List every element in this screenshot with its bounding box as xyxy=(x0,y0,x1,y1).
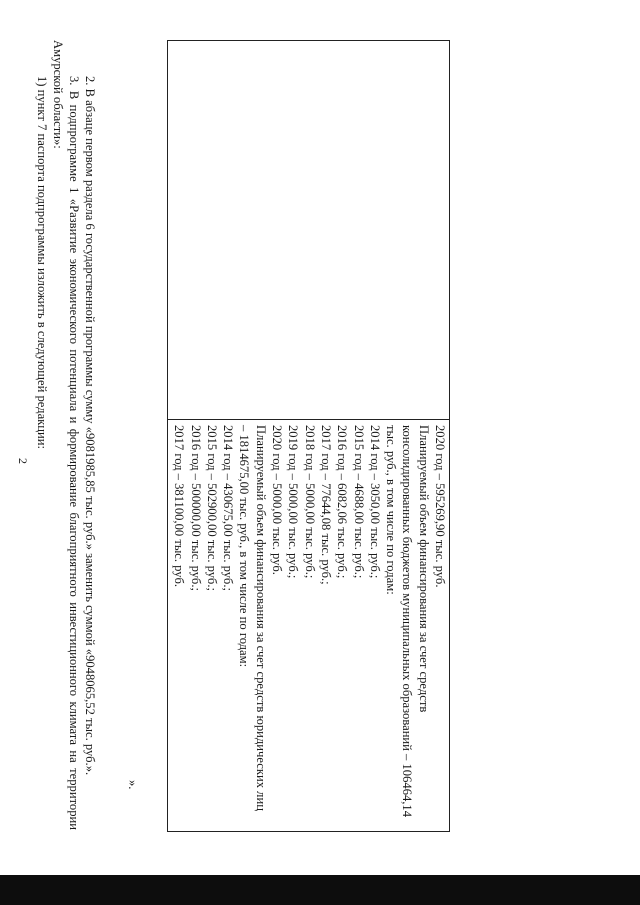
table-left-column xyxy=(168,41,449,420)
closing-quote: ». xyxy=(126,780,140,790)
table-line: Планируемый объем финансирования за счет средств xyxy=(416,425,431,713)
paragraph-2: 2. В абзаце первом раздела 6 государственной программы сумму «9081985,85 тыс. руб.» заменить суммой «9048065,52 тыс. руб.». xyxy=(83,76,97,776)
table-line: 2014 год – 3050,00 тыс. руб.; xyxy=(367,425,382,579)
table-line: тыс. руб., в том числе по годам: xyxy=(384,425,399,595)
table-line: 2014 год – 430675,00 тыс. руб.; xyxy=(221,425,236,591)
table-line: 2016 год – 6082,06 тыс. руб.; xyxy=(335,425,350,579)
scan-edge-band xyxy=(0,875,640,905)
table-line: 2020 год – 595269,90 тыс. руб. xyxy=(433,425,447,588)
rotated-page-content xyxy=(35,40,450,830)
paragraph-3-item-1: 1) пункт 7 паспорта подпрограммы изложить в следующей редакции: xyxy=(35,76,49,450)
table-line: 2019 год – 5000,00 тыс. руб.; xyxy=(286,425,301,579)
table-right-column xyxy=(168,420,449,831)
table-line: – 1814675,00 тыс. руб., в том числе по годам: xyxy=(237,425,252,668)
table-line: 2015 год – 4688,00 тыс. руб.; xyxy=(351,425,366,579)
page-number: 2 xyxy=(16,458,30,464)
paragraph-3: 3. В подпрограмме 1 «Развитие экономического потенциала и формирование благоприятного инвестиционного климата на территории Амурской области»: xyxy=(51,40,81,830)
table-line: 2017 год – 381100,00 тыс. руб. xyxy=(172,425,187,587)
table-line: 2017 год – 77644,08 тыс. руб.; xyxy=(318,425,333,585)
passport-table xyxy=(167,40,450,832)
body-text xyxy=(34,40,98,830)
table-line: Планируемый объем финансирования за счет средств юридических лиц xyxy=(253,425,268,811)
table-line: консолидированных бюджетов муниципальных образований – 106464,14 xyxy=(400,425,415,818)
table-line: 2015 год – 502900,00 тыс. руб.; xyxy=(204,425,219,591)
table-line: 2020 год – 5000,00 тыс. руб. xyxy=(270,425,285,575)
table-line: 2016 год – 500000,00 тыс. руб.; xyxy=(188,425,203,591)
table-line: 2018 год – 5000,00 тыс. руб.; xyxy=(302,425,317,579)
